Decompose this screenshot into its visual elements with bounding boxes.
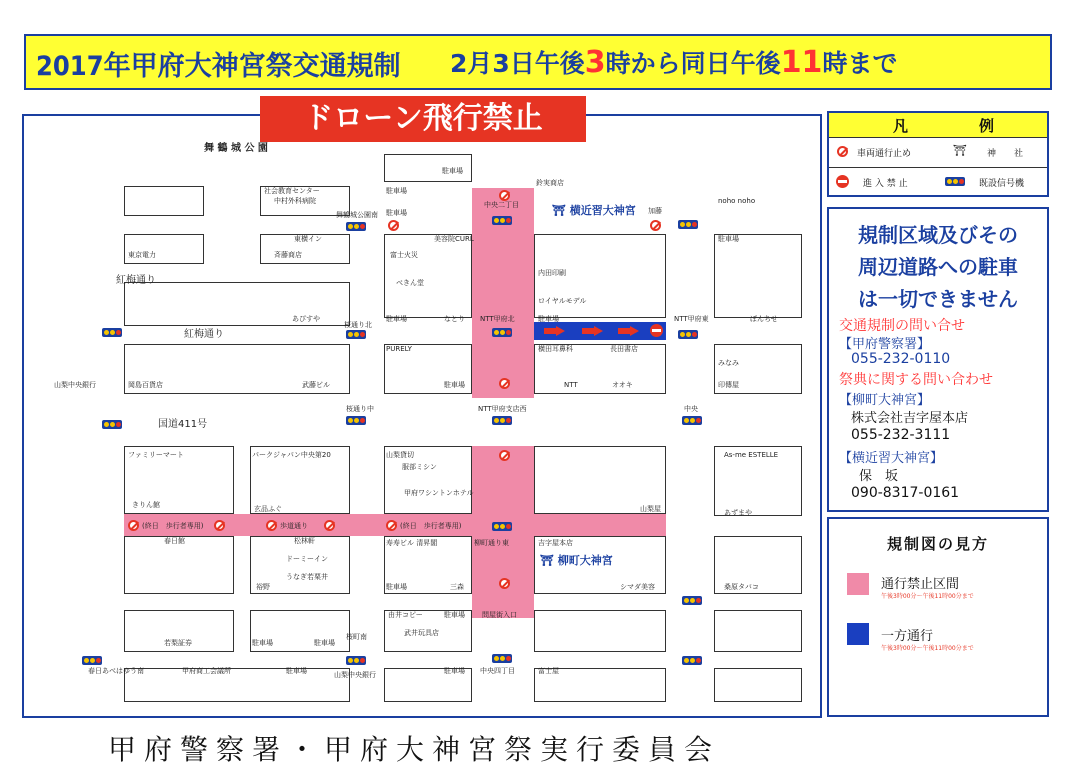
block xyxy=(714,668,802,702)
signal-icon xyxy=(492,654,512,663)
signal-icon xyxy=(102,328,122,337)
map-label: 斉藤商店 xyxy=(274,251,302,259)
block xyxy=(534,446,666,514)
map-label: 甲府商工会議所 xyxy=(182,667,231,675)
yoko-contact: 保 坂 xyxy=(859,469,899,484)
map-label: 松林軒 xyxy=(294,537,315,545)
legend-row xyxy=(829,137,1047,168)
festival-contact-label: 祭典に関する問い合わせ xyxy=(839,372,993,388)
map-label: ぼんちせ xyxy=(750,315,778,323)
signal-icon xyxy=(678,220,698,229)
signal-icon xyxy=(678,330,698,339)
signal-icon xyxy=(492,522,512,531)
no-stopping-icon xyxy=(499,450,510,461)
map-label: 甲府ワシントンホテル xyxy=(404,489,474,497)
map-label: 武藤ビル xyxy=(302,381,330,389)
map-label: 桜町南 xyxy=(346,633,367,641)
signal-icon xyxy=(102,420,122,429)
yoko-tel: 090-8317-0161 xyxy=(851,485,960,501)
map-label: 美容院CURL xyxy=(434,235,474,243)
map-label: 駐車場 xyxy=(444,611,465,619)
map-label: 印傳屋 xyxy=(718,381,739,389)
map-label: 鈴実商店 xyxy=(536,179,564,187)
no-stopping-icon xyxy=(214,520,225,531)
signal-icon xyxy=(492,416,512,425)
police-tel: 055-232-0110 xyxy=(851,351,951,367)
legend-head-right: 例 xyxy=(979,117,995,135)
map-label: 富士火災 xyxy=(390,251,418,259)
map-label: 桜通り北 xyxy=(344,321,372,329)
legend-row xyxy=(829,167,1047,197)
map-label: きりん館 xyxy=(132,501,160,509)
map-label: 山梨貸切 xyxy=(386,451,414,459)
no-stopping-icon xyxy=(499,378,510,389)
signal-icon xyxy=(82,656,102,665)
map-label: みなみ xyxy=(718,359,739,367)
map-label: 駐車場 xyxy=(538,315,559,323)
block xyxy=(714,234,802,318)
map-label: 寿寿ビル 清昇閣 xyxy=(386,539,438,547)
map-label: 山梨中央銀行 xyxy=(334,671,376,679)
shrine-yanagi: ⛩ 柳町大神宮 xyxy=(540,554,613,567)
legend-header xyxy=(829,113,1047,138)
map-label: あぴすや xyxy=(292,315,320,323)
map-label: 若梨証券 xyxy=(164,639,192,647)
map-label: 駐車場 xyxy=(718,235,739,243)
map-label: あずまや xyxy=(724,509,752,517)
map-label: (終日 歩行者専用) xyxy=(400,522,462,530)
signal-icon xyxy=(492,328,512,337)
parking-warning-line3: は一切できません xyxy=(858,287,1018,311)
map-label: 桑原タバコ xyxy=(724,583,759,591)
no-stopping-icon xyxy=(266,520,277,531)
closed-road-east xyxy=(534,514,666,536)
no-stopping-icon xyxy=(324,520,335,531)
map-label: 吉字屋本店 xyxy=(538,539,573,547)
block xyxy=(384,234,472,318)
map-label: 三森 xyxy=(450,583,464,591)
map-label: ロイヤルモデル xyxy=(538,297,587,305)
map-label: 駐車場 xyxy=(444,381,465,389)
howto-box xyxy=(827,517,1049,717)
shrine-yoko: ⛩ 横近習大神宮 xyxy=(552,204,636,217)
map-label: ドーミーイン xyxy=(286,555,328,563)
map-label: 山梨屋 xyxy=(640,505,661,513)
page-title: 2017年甲府大神宮祭交通規制 xyxy=(36,51,401,82)
map-label: 柳町通り東 xyxy=(474,539,509,547)
map-label: ファミリーマート xyxy=(128,451,184,459)
closed-note: 午後3時00分～午後11時00分まで xyxy=(881,593,974,600)
parking-warning-line2: 周辺道路への駐車 xyxy=(858,255,1018,279)
shrine-icon: ⛩ xyxy=(540,554,558,567)
map-label: 駐車場 xyxy=(386,583,407,591)
legend-shrine: 神 社 xyxy=(987,149,1024,159)
map-label: 駐車場 xyxy=(444,667,465,675)
traffic-map xyxy=(22,114,822,718)
map-label: NTT甲府北 xyxy=(480,315,515,323)
map-label: 社会教育センター xyxy=(264,187,320,195)
oneway-arrow-icon xyxy=(618,326,640,336)
oneway-label: 一方通行 xyxy=(881,629,934,644)
legend-no-stopping: 車両通行止め xyxy=(857,149,912,159)
map-label: 駐車場 xyxy=(252,639,273,647)
howto-title: 規制図の見方 xyxy=(886,535,989,553)
street-label-koubai2: 紅梅通り xyxy=(184,329,224,340)
oneway-arrow-icon xyxy=(544,326,566,336)
no-stopping-icon xyxy=(837,146,848,157)
map-label: 由井コピー xyxy=(388,611,423,619)
time-range: 2月3日午後3時から同日午後11時まで xyxy=(450,45,898,80)
map-label: 加藤 xyxy=(648,207,662,215)
map-label: 東横イン xyxy=(294,235,322,243)
map-label: 東京電力 xyxy=(128,251,156,259)
map-label: 岡島百貨店 xyxy=(128,381,163,389)
shrine-icon: ⛩ xyxy=(552,204,570,217)
no-stopping-icon xyxy=(499,190,510,201)
legend xyxy=(827,111,1049,197)
map-label: 春日あべはゆう南 xyxy=(88,667,144,675)
block xyxy=(534,610,666,652)
legend-signal: 既設信号機 xyxy=(979,179,1025,189)
map-label: 駐車場 xyxy=(286,667,307,675)
map-label: 中央 xyxy=(684,405,698,413)
no-entry-icon xyxy=(650,324,663,337)
police-name: 【甲府警察署】 xyxy=(839,337,931,352)
map-label: 駐車場 xyxy=(386,187,407,195)
map-label: 服部ミシン xyxy=(402,463,437,471)
map-label: As-me ESTELLE xyxy=(724,451,779,459)
map-label: 山梨中央銀行 xyxy=(54,381,96,389)
map-label: 玄品ふぐ xyxy=(254,505,282,513)
info-box xyxy=(827,207,1049,512)
map-label: パークジャパン中央第20 xyxy=(252,451,331,459)
street-label-koubai1: 紅梅通り xyxy=(116,275,156,286)
yanagi-shrine-name: 【柳町大神宮】 xyxy=(839,393,931,408)
map-label: NTT甲府支店西 xyxy=(478,405,527,413)
signal-icon xyxy=(346,222,366,231)
signal-icon xyxy=(682,656,702,665)
map-label: 中央二丁目 xyxy=(484,201,519,209)
signal-icon xyxy=(346,416,366,425)
no-stopping-icon xyxy=(499,578,510,589)
block xyxy=(124,668,350,702)
map-label: 武井玩具店 xyxy=(404,629,439,637)
yanagi-tel: 055-232-3111 xyxy=(851,427,951,443)
park-label: 舞 鶴 城 公 園 xyxy=(204,143,268,154)
map-label: NTT甲府東 xyxy=(674,315,709,323)
map-label: シマダ美容 xyxy=(620,583,655,591)
map-label: べきん堂 xyxy=(396,279,424,287)
map-label: 駐車場 xyxy=(442,167,463,175)
map-label: 春日館 xyxy=(164,537,185,545)
map-label: PURELY xyxy=(386,345,412,353)
street-label-route411: 国道411号 xyxy=(158,419,208,430)
no-stopping-icon xyxy=(128,520,139,531)
map-label: 横田耳鼻科 xyxy=(538,345,573,353)
block xyxy=(124,186,204,216)
map-label: うなぎ若栗井 xyxy=(286,573,328,581)
legend-head-left: 凡 xyxy=(893,117,909,135)
map-label: 中村外科病院 xyxy=(274,197,316,205)
parking-warning-line1: 規制区域及びその xyxy=(858,223,1018,247)
map-label: オオキ xyxy=(612,381,633,389)
no-stopping-icon xyxy=(650,220,661,231)
footer-organizers: 甲府警察署・甲府大神宮祭実行委員会 xyxy=(108,733,721,766)
no-stopping-icon xyxy=(388,220,399,231)
oneway-swatch xyxy=(847,623,869,645)
map-label: 裕野 xyxy=(256,583,270,591)
map-label: 富士屋 xyxy=(538,667,559,675)
closed-label: 通行禁止区間 xyxy=(881,577,960,592)
map-label: NTT xyxy=(564,381,578,389)
map-label: 問屋街入口 xyxy=(482,611,517,619)
closed-swatch xyxy=(847,573,869,595)
yanagi-contact: 株式会社吉字屋本店 xyxy=(851,411,969,426)
map-label: noho noho xyxy=(718,197,756,205)
no-stopping-icon xyxy=(386,520,397,531)
traffic-contact-label: 交通規制の問い合せ xyxy=(839,318,965,334)
signal-icon xyxy=(682,416,702,425)
map-label: 駐車場 xyxy=(386,209,407,217)
drone-ban-banner: ドローン飛行禁止 xyxy=(260,96,586,142)
signal-icon xyxy=(346,656,366,665)
map-label: 桜通り中 xyxy=(346,405,374,413)
map-label: (終日 歩行者専用) xyxy=(142,522,204,530)
title-banner xyxy=(24,34,1052,90)
signal-icon xyxy=(682,596,702,605)
map-label: 駐車場 xyxy=(386,315,407,323)
signal-icon xyxy=(492,216,512,225)
block xyxy=(714,610,802,652)
map-label: 舞鶴城公園南 xyxy=(336,211,378,219)
map-label: 歩道通り xyxy=(280,522,308,530)
signal-icon xyxy=(346,330,366,339)
legend-no-entry: 進 入 禁 止 xyxy=(863,179,908,189)
map-label: 内田印刷 xyxy=(538,269,566,277)
map-label: 中央四丁目 xyxy=(480,667,515,675)
map-label: なとり xyxy=(444,315,465,323)
signal-icon xyxy=(945,177,965,186)
map-label: 長田書店 xyxy=(610,345,638,353)
oneway-arrow-icon xyxy=(582,326,604,336)
block xyxy=(124,234,204,264)
yoko-shrine-name: 【横近習大神宮】 xyxy=(839,451,944,466)
no-entry-icon xyxy=(836,175,849,188)
oneway-note: 午後3時00分～午後11時00分まで xyxy=(881,645,974,652)
shrine-icon: ⛩ xyxy=(953,144,967,157)
map-label: 駐車場 xyxy=(314,639,335,647)
